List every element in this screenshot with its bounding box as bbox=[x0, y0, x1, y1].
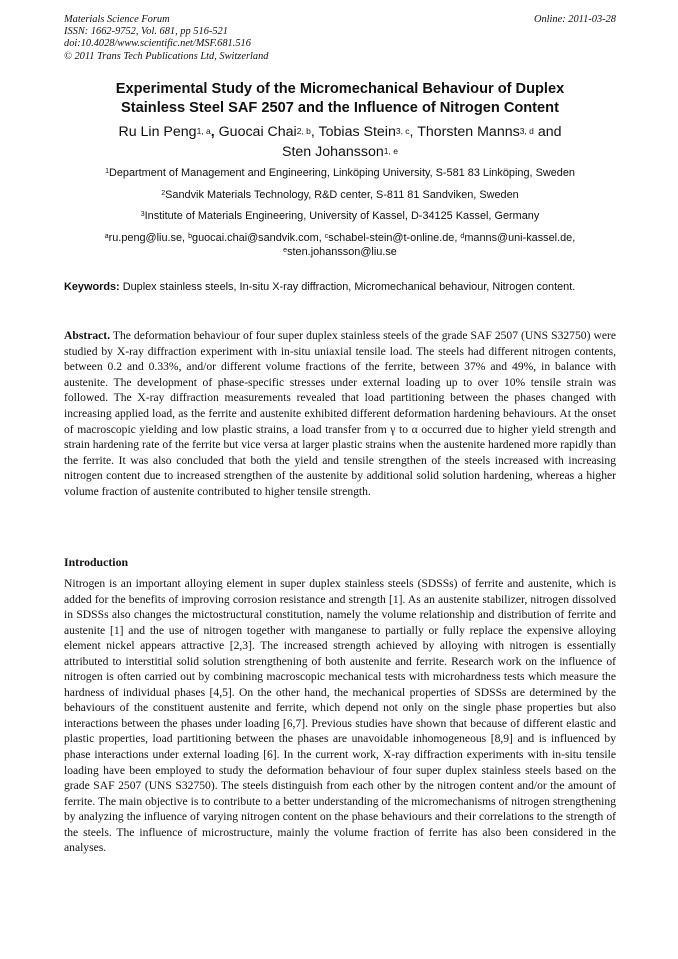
email-mark: b bbox=[188, 232, 193, 240]
email-item[interactable] bbox=[325, 232, 455, 244]
journal-copyright: © 2011 Trans Tech Publications Ltd, Switzerland bbox=[64, 50, 269, 62]
author-affiliation-mark: 1, a bbox=[196, 126, 211, 136]
journal-doi[interactable]: doi:10.4028/www.scientific.net/MSF.681.516 bbox=[64, 38, 251, 50]
journal-header bbox=[64, 14, 616, 63]
affiliation-item bbox=[64, 166, 616, 180]
paper-title bbox=[64, 80, 616, 118]
abstract-text: The deformation behaviour of four super duplex stainless steels of the grade SAF 2507 (UNS S32750) were studied by X-ray diffraction experiment with in-situ uniaxial tensile load. The steels had different nitrogen contents, between 0.2 and 0.33%, and/or different volume fractions of the ferrite, between 37% and 49%, in balance with austenite. The development of phase-specific stresses under external loading up to over 10% tensile strain was followed. The X-ray diffraction measurements revealed that load partitioning between the phases changed with increasing applied load, as the ferrite and austenite exhibited different deformation hardening behaviours. At the onset of macroscopic yielding and low plastic strains, a load transfer from γ to α occurred due to higher yield strength and strain hardening rate of the ferrite but vice versa at larger plastic strains when the austenite hardened more rapidly than the ferrite. It was also concluded that both the yield and tensile strengthen of the steels increased with increasing nitrogen content due to increased strengthen of the austenite by additional solid solution hardening, whereas a higher volume fraction of austenite contributed to higher tensile strength. bbox=[64, 329, 616, 498]
email-mark: a bbox=[104, 232, 109, 240]
author-name: Ru Lin Peng bbox=[118, 124, 197, 140]
journal-issn: ISSN: 1662-9752, Vol. 681, pp 516-521 bbox=[64, 26, 228, 38]
email-address[interactable]: ru.peng@liu.se bbox=[108, 231, 183, 244]
author-name: Sten Johansson bbox=[282, 144, 384, 160]
author-name: Tobias Stein bbox=[318, 124, 396, 140]
affiliation-text: Department of Management and Engineering, Linköping University, S-581 83 Linköping, Sweden bbox=[108, 167, 575, 179]
affiliation-list bbox=[64, 166, 616, 259]
author-affiliation-mark: 3, c bbox=[395, 126, 410, 136]
title-line-1: Experimental Study of the Micromechanical Behaviour of Duplex bbox=[115, 81, 565, 97]
author-separator: , bbox=[310, 124, 319, 140]
affiliation-item bbox=[64, 188, 616, 202]
author-affiliation-mark: 2, b bbox=[296, 126, 311, 136]
journal-name: Materials Science Forum bbox=[64, 14, 170, 25]
email-item[interactable] bbox=[283, 246, 397, 258]
email-item[interactable] bbox=[460, 232, 572, 244]
author-name: Thorsten Manns bbox=[417, 124, 520, 140]
keywords-text: Duplex stainless steels, In-situ X-ray diffraction, Micromechanical behaviour, Nitrogen content. bbox=[119, 281, 576, 293]
author-list bbox=[64, 122, 616, 162]
affiliation-text: Institute of Materials Engineering, University of Kassel, D-34125 Kassel, Germany bbox=[144, 210, 540, 222]
author-separator: , bbox=[210, 124, 219, 140]
keywords-section bbox=[64, 280, 616, 295]
affiliation-number: 3 bbox=[140, 211, 145, 218]
affiliation-item bbox=[64, 209, 616, 223]
email-address[interactable]: guocai.chai@sandvik.com bbox=[192, 231, 319, 244]
email-mark: e bbox=[283, 246, 288, 254]
introduction-heading: Introduction bbox=[64, 555, 129, 569]
email-address[interactable]: manns@uni-kassel.de bbox=[464, 231, 573, 244]
title-line-2: Stainless Steel SAF 2507 and the Influence of Nitrogen Content bbox=[121, 100, 559, 116]
email-address[interactable]: schabel-stein@t-online.de bbox=[328, 231, 455, 244]
online-date: Online: 2011-03-28 bbox=[533, 14, 616, 25]
email-list: $^a$ru.peng@liu.se, $^b$guocai.chai@sandvik.com, $^c$schabel-stein@t-online.de, $^d$manns@uni-kassel.de, $^e$sten.johansson@liu.se bbox=[104, 231, 576, 258]
affiliation-text: Sandvik Materials Technology, R&D center, S-811 81 Sandviken, Sweden bbox=[165, 188, 519, 201]
email-mark: d bbox=[460, 232, 465, 240]
author-name: Guocai Chai bbox=[218, 124, 297, 140]
author-separator: , bbox=[409, 124, 418, 140]
abstract-label: Abstract. bbox=[64, 329, 111, 342]
affiliation-number: 1 bbox=[105, 168, 109, 175]
email-item[interactable] bbox=[188, 232, 319, 244]
email-address[interactable]: sten.johansson@liu.se bbox=[287, 245, 397, 258]
introduction-text: Nitrogen is an important alloying element in super duplex stainless steels (SDSSs) of ferrite and austenite, which is added for the benefits of improving corrosion resistance and strength [1]. As an austenite stabilizer, nitrogen dissolved in SDSSs also changes the mictostructural constitution, namely the volume relationship and distribution of ferrite and austenite [1] and the use of nitrogen together with manganese to partially or fully replace the expensive alloying element nickel appears attractive [2,3]. The increased strength achieved by alloying with nitrogen is essentially attributed to interstitial solid solution strengthening of both austenite and ferrite. Research work on the influence of nitrogen is often carried out by combining macroscopic mechanical tests with microhardness tests which measure the hardness of individual phases [4,5]. On the other hand, the mechanical properties of SDSSs are determined by the behaviours of the constituent austenite and ferrite, which depend not only on the single phase properties but also interactions between the phases under loading [6,7]. Previous studies have shown that because of different elastic and plastic properties, load partitioning between the phases are unavoidable inhomogeneous [8,9] and is influenced by phase interactions under external loading [6]. In the current work, X-ray diffraction experiments with in-situ tensile loading have been employed to study the deformation behaviour of four super duplex stainless steels based on the grade SAF 2507 (UNS S32750). The steels distinguish from each other by the nitrogen content and/or the amount of ferrite. The main objective is to contribute to a better understanding of the micromechanisms of nitrogen strengthening by analyzing the influence of varying nitrogen content on the phase behaviours and their correlations to the strength of the steels. The influence of microstructure, mainly the volume fraction of ferrite has also been considered in the analyses. bbox=[64, 577, 616, 855]
author-affiliation-mark: 1, e bbox=[383, 146, 398, 156]
author-conjunction: and bbox=[533, 124, 562, 140]
email-mark: c bbox=[324, 232, 329, 240]
abstract-section bbox=[64, 328, 616, 500]
email-item[interactable] bbox=[105, 232, 182, 244]
keywords-label: Keywords: bbox=[64, 281, 120, 293]
author-affiliation-mark: 3, d bbox=[519, 126, 534, 136]
affiliation-number: 2 bbox=[161, 189, 166, 197]
